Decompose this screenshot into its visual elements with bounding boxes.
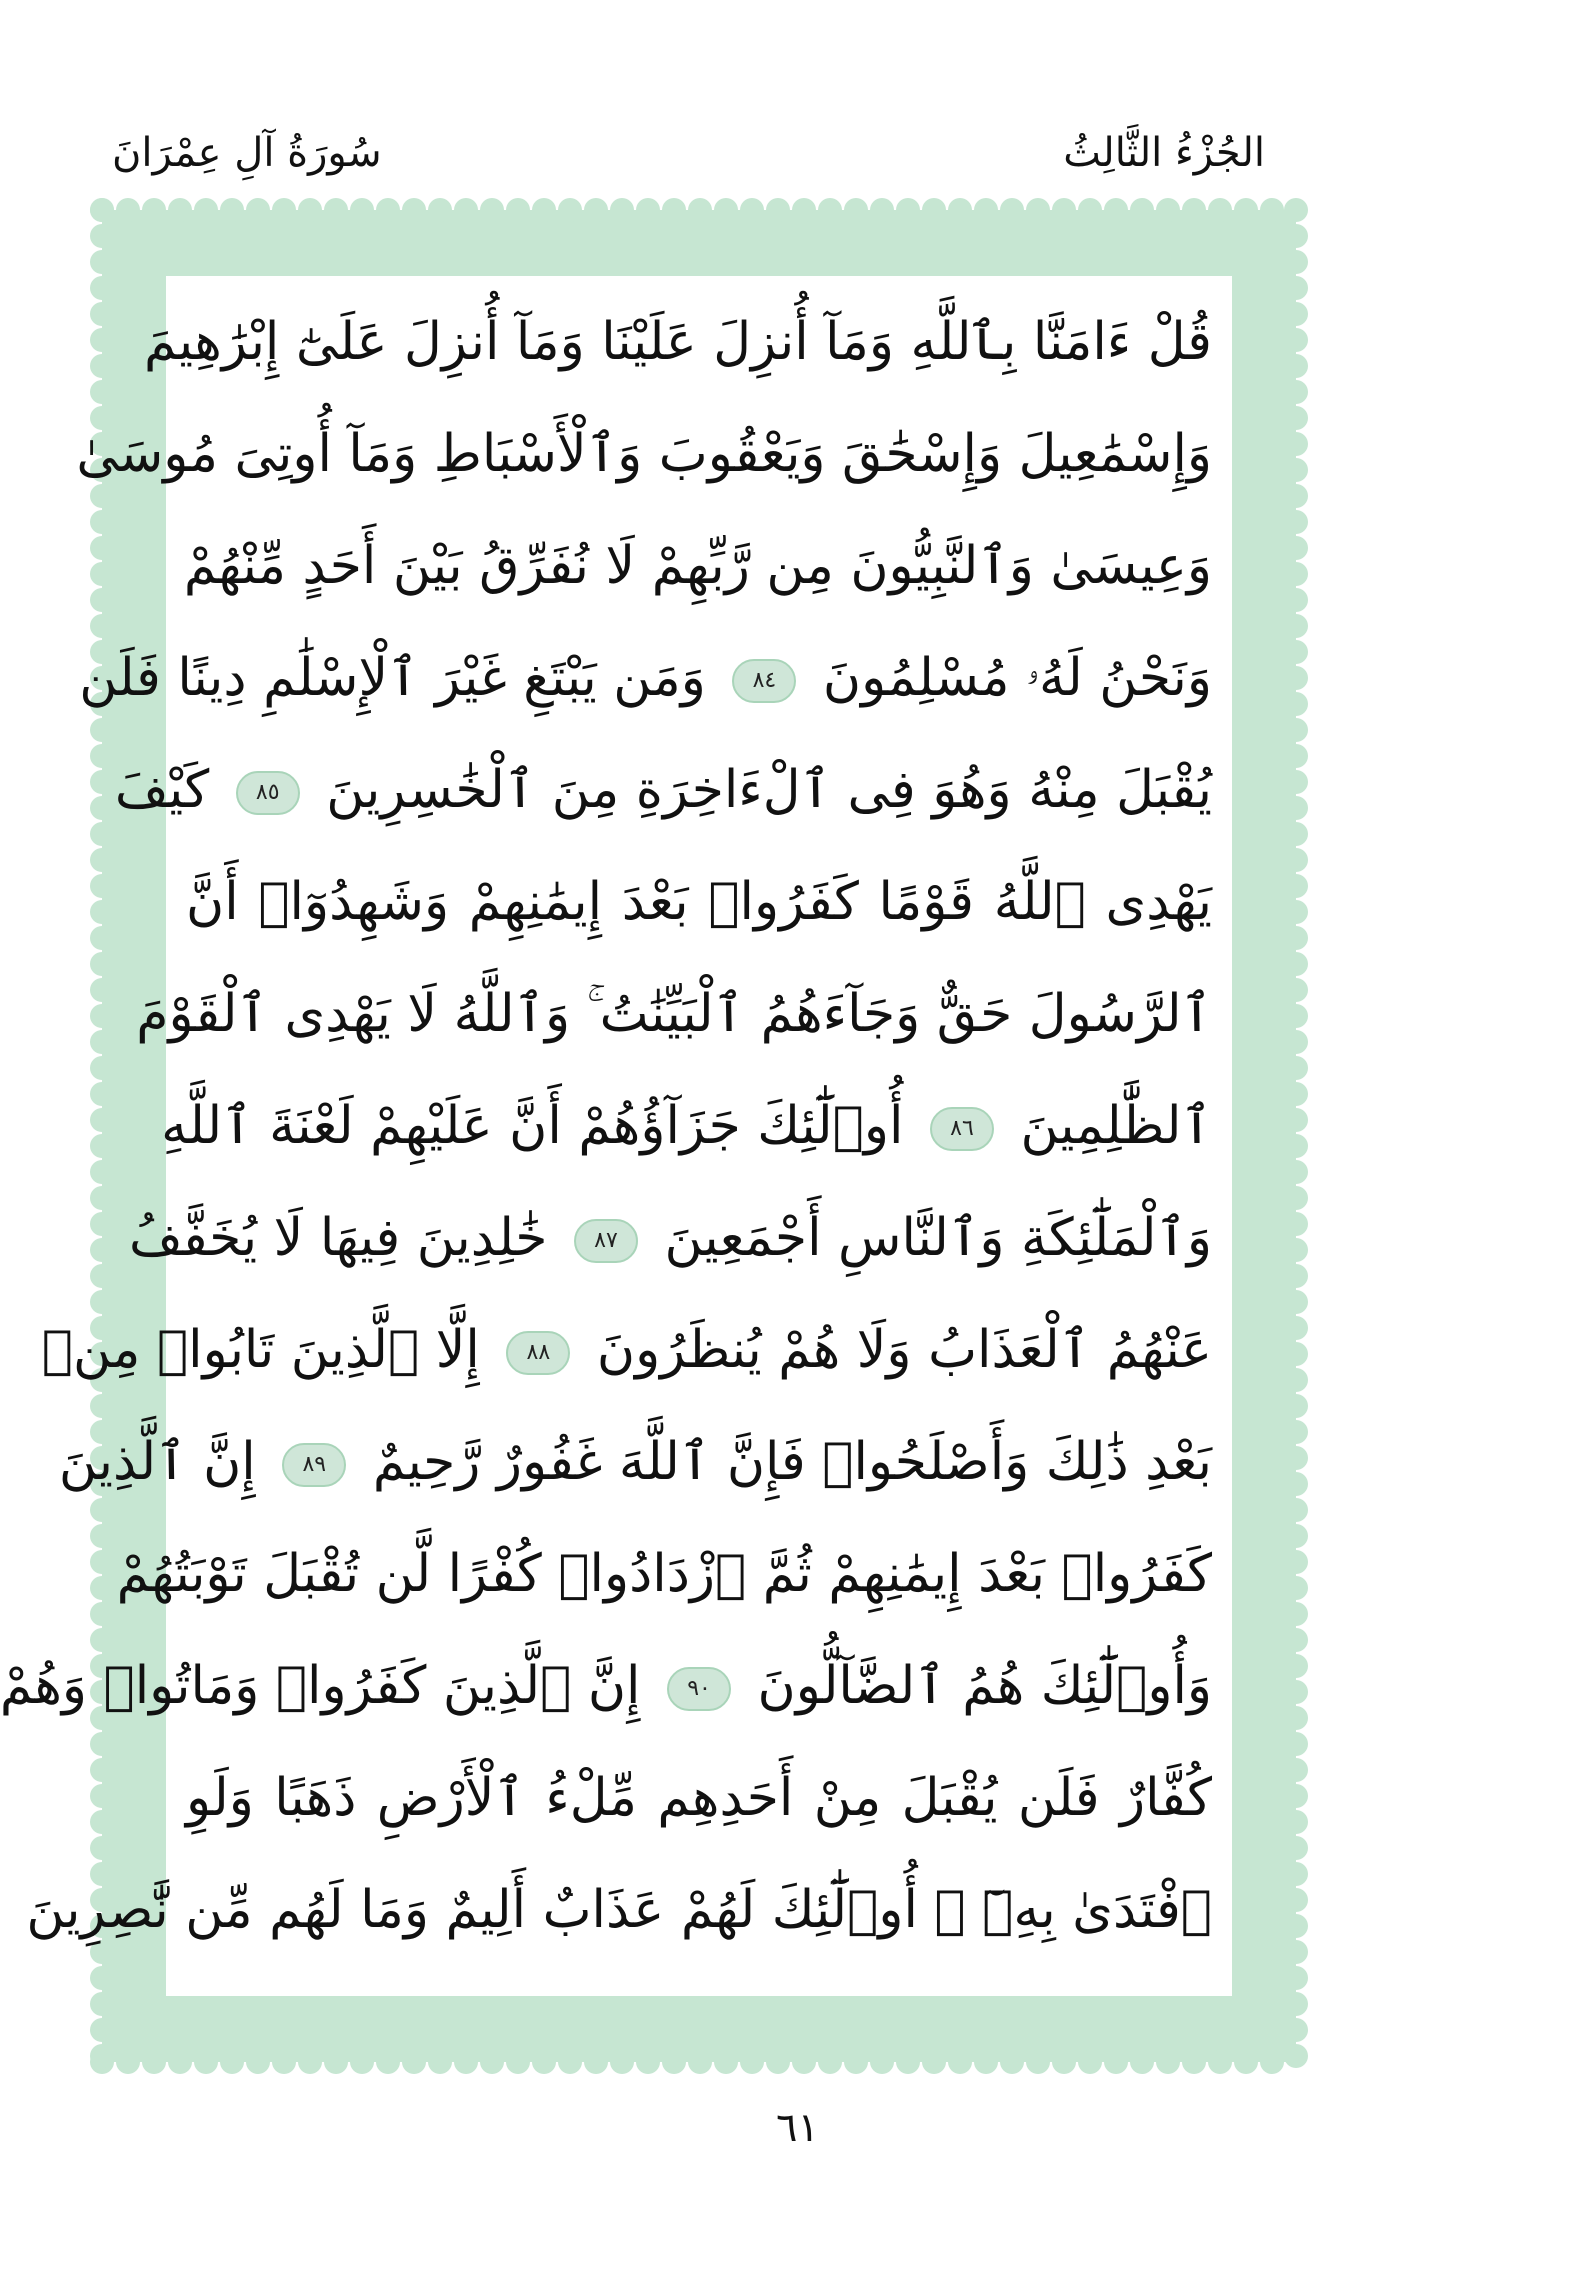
frame-scallop — [1284, 536, 1308, 560]
frame-scallop — [1284, 822, 1308, 846]
frame-scallop — [1284, 1420, 1308, 1444]
frame-scallop — [1284, 1446, 1308, 1470]
frame-scallop — [1284, 1160, 1308, 1184]
frame-scallop — [974, 198, 998, 222]
frame-scallop — [1284, 1498, 1308, 1522]
frame-scallop — [818, 2050, 842, 2074]
frame-scallop — [1284, 1524, 1308, 1548]
frame-scallop — [1284, 848, 1308, 872]
frame-scallop — [90, 952, 114, 976]
frame-scallop — [246, 198, 270, 222]
frame-scallop — [1284, 406, 1308, 430]
frame-scallop — [90, 822, 114, 846]
frame-scallop — [90, 1056, 114, 1080]
frame-scallop — [1284, 1654, 1308, 1678]
frame-scallop — [90, 354, 114, 378]
frame-scallop — [844, 198, 868, 222]
verse-text: بَعْدِ ذَٰلِكَ وَأَصْلَحُوا۟ فَإِنَّ ٱللَّهَ غَفُورٌ رَّحِيمٌ — [372, 1432, 1212, 1492]
frame-scallop — [844, 2050, 868, 2074]
frame-scallop — [506, 198, 530, 222]
frame-scallop — [90, 198, 114, 222]
frame-scallop — [584, 2050, 608, 2074]
frame-scallop — [90, 510, 114, 534]
frame-scallop — [610, 2050, 634, 2074]
frame-scallop — [740, 198, 764, 222]
frame-scallop — [402, 198, 426, 222]
verse-text: يُقْبَلَ مِنْهُ وَهُوَ فِى ٱلْءَاخِرَةِ مِنَ ٱلْخَٰسِرِينَ — [326, 760, 1212, 820]
verse-text: إِنَّ ٱلَّذِينَ — [58, 1432, 256, 1492]
frame-scallop — [558, 2050, 582, 2074]
frame-scallop — [1284, 1108, 1308, 1132]
frame-scallop — [1284, 1056, 1308, 1080]
frame-scallop — [272, 198, 296, 222]
frame-scallop — [324, 198, 348, 222]
verse-line — [26, 1862, 1212, 1958]
frame-scallop — [246, 2050, 270, 2074]
ayah-number-marker: ٨٩ — [282, 1443, 346, 1487]
frame-scallop — [1284, 1836, 1308, 1860]
frame-scallop — [90, 1082, 114, 1106]
frame-scallop — [90, 978, 114, 1002]
frame-scallop — [1284, 1992, 1308, 2016]
verse-line — [144, 294, 1212, 390]
frame-scallop — [480, 198, 504, 222]
frame-scallop — [350, 2050, 374, 2074]
frame-scallop — [1284, 1966, 1308, 1990]
frame-scallop — [1284, 2018, 1308, 2042]
frame-scallop — [1284, 1238, 1308, 1262]
frame-scallop — [90, 328, 114, 352]
frame-scallop — [168, 2050, 192, 2074]
frame-scallop — [1284, 952, 1308, 976]
frame-scallop — [116, 2050, 140, 2074]
verse-text: وَٱلْمَلَٰٓئِكَةِ وَٱلنَّاسِ أَجْمَعِينَ — [664, 1208, 1212, 1268]
verse-line — [186, 1750, 1212, 1846]
frame-scallop — [1284, 1472, 1308, 1496]
verse-text: يَهْدِى ٱللَّهُ قَوْمًا كَفَرُوا۟ بَعْدَ إِيمَٰنِهِمْ وَشَهِدُوٓا۟ أَنَّ — [186, 872, 1212, 932]
frame-scallop — [90, 1264, 114, 1288]
frame-scallop — [688, 2050, 712, 2074]
frame-scallop — [740, 2050, 764, 2074]
verse-line — [114, 742, 1212, 838]
frame-scallop — [558, 198, 582, 222]
frame-scallop — [90, 1836, 114, 1860]
frame-scallop — [324, 2050, 348, 2074]
frame-scallop — [1052, 198, 1076, 222]
frame-scallop — [636, 198, 660, 222]
verse-text: قُلْ ءَامَنَّا بِٱللَّهِ وَمَآ أُنزِلَ عَلَيْنَا وَمَآ أُنزِلَ عَلَىٰٓ إِبْرَٰهِيمَ — [144, 312, 1212, 372]
frame-scallop — [220, 198, 244, 222]
page-number: ٦١ — [776, 2105, 819, 2151]
frame-scallop — [1284, 1940, 1308, 1964]
verse-text: ٱفْتَدَىٰ بِهِۦٓ ۗ أُو۟لَٰٓئِكَ لَهُمْ عَذَابٌ أَلِيمٌ وَمَا لَهُم مِّن نَّٰصِرِينَ — [26, 1880, 1212, 1940]
juz-title: الجُزْءُ الثَّالِثُ — [1063, 130, 1265, 176]
frame-scallop — [1026, 2050, 1050, 2074]
frame-scallop — [532, 198, 556, 222]
frame-scallop — [90, 1810, 114, 1834]
frame-scallop — [1284, 1212, 1308, 1236]
frame-scallop — [922, 198, 946, 222]
verse-line — [41, 1302, 1212, 1398]
frame-scallop — [1284, 1316, 1308, 1340]
frame-scallop — [1284, 1004, 1308, 1028]
verse-text: وَأُو۟لَٰٓئِكَ هُمُ ٱلضَّآلُّونَ — [757, 1656, 1212, 1716]
frame-scallop — [90, 1966, 114, 1990]
frame-scallop — [1284, 302, 1308, 326]
frame-scallop — [1208, 198, 1232, 222]
frame-scallop — [90, 874, 114, 898]
frame-scallop — [1234, 2050, 1258, 2074]
frame-scallop — [1284, 1706, 1308, 1730]
frame-scallop — [90, 900, 114, 924]
frame-scallop — [90, 2018, 114, 2042]
verse-line — [116, 1526, 1212, 1622]
frame-scallop — [974, 2050, 998, 2074]
frame-scallop — [90, 1524, 114, 1548]
frame-scallop — [1284, 666, 1308, 690]
frame-scallop — [1284, 1810, 1308, 1834]
frame-scallop — [1284, 978, 1308, 1002]
frame-scallop — [1000, 198, 1024, 222]
frame-scallop — [1208, 2050, 1232, 2074]
frame-scallop — [1284, 354, 1308, 378]
frame-scallop — [1284, 1914, 1308, 1938]
frame-scallop — [1284, 1394, 1308, 1418]
frame-scallop — [90, 1550, 114, 1574]
frame-scallop — [90, 536, 114, 560]
frame-scallop — [90, 1212, 114, 1236]
frame-scallop — [1284, 1082, 1308, 1106]
frame-scallop — [1284, 796, 1308, 820]
frame-scallop — [1284, 900, 1308, 924]
frame-scallop — [194, 198, 218, 222]
frame-scallop — [766, 2050, 790, 2074]
frame-scallop — [948, 198, 972, 222]
frame-scallop — [1026, 198, 1050, 222]
frame-scallop — [90, 744, 114, 768]
frame-scallop — [480, 2050, 504, 2074]
frame-scallop — [688, 198, 712, 222]
frame-scallop — [1078, 2050, 1102, 2074]
frame-scallop — [428, 2050, 452, 2074]
frame-scallop — [1284, 1030, 1308, 1054]
frame-scallop — [636, 2050, 660, 2074]
frame-scallop — [766, 198, 790, 222]
verse-text: وَإِسْمَٰعِيلَ وَإِسْحَٰقَ وَيَعْقُوبَ وَٱلْأَسْبَاطِ وَمَآ أُوتِىَ مُوسَىٰ — [76, 424, 1212, 484]
frame-scallop — [1284, 1784, 1308, 1808]
frame-scallop — [1284, 562, 1308, 586]
frame-scallop — [90, 1732, 114, 1756]
frame-scallop — [1284, 692, 1308, 716]
frame-scallop — [1284, 198, 1308, 222]
verse-line — [76, 406, 1212, 502]
frame-scallop — [90, 302, 114, 326]
frame-scallop — [1284, 1862, 1308, 1886]
frame-scallop — [610, 198, 634, 222]
surah-title: سُورَةُ آلِ عِمْرَانَ — [112, 130, 382, 176]
frame-scallop — [90, 1004, 114, 1028]
ayah-number-marker: ٨٤ — [732, 659, 796, 703]
frame-scallop — [714, 2050, 738, 2074]
frame-scallop — [818, 198, 842, 222]
frame-scallop — [1284, 588, 1308, 612]
verse-line — [58, 1414, 1212, 1510]
frame-scallop — [1000, 2050, 1024, 2074]
frame-scallop — [1156, 2050, 1180, 2074]
frame-scallop — [1284, 1264, 1308, 1288]
frame-scallop — [90, 562, 114, 586]
frame-scallop — [376, 198, 400, 222]
frame-scallop — [298, 198, 322, 222]
frame-scallop — [220, 2050, 244, 2074]
frame-scallop — [376, 2050, 400, 2074]
frame-scallop — [1284, 1680, 1308, 1704]
frame-scallop — [1284, 1576, 1308, 1600]
ayah-number-marker: ٨٧ — [574, 1219, 638, 1263]
frame-scallop — [1234, 198, 1258, 222]
frame-scallop — [1284, 1732, 1308, 1756]
frame-scallop — [1284, 744, 1308, 768]
frame-scallop — [168, 198, 192, 222]
frame-scallop — [1284, 380, 1308, 404]
frame-scallop — [870, 198, 894, 222]
frame-scallop — [402, 2050, 426, 2074]
frame-scallop — [90, 1134, 114, 1158]
frame-scallop — [1284, 1888, 1308, 1912]
verse-text: إِلَّا ٱلَّذِينَ تَابُوا۟ مِنۢ — [41, 1320, 480, 1380]
frame-scallop — [90, 1576, 114, 1600]
frame-scallop — [1284, 1758, 1308, 1782]
frame-scallop — [896, 198, 920, 222]
frame-scallop — [948, 2050, 972, 2074]
frame-scallop — [1284, 1628, 1308, 1652]
frame-scallop — [1284, 432, 1308, 456]
frame-scallop — [454, 2050, 478, 2074]
frame-scallop — [90, 276, 114, 300]
verse-text: ٱلظَّٰلِمِينَ — [1020, 1096, 1212, 1156]
frame-scallop — [584, 198, 608, 222]
frame-scallop — [90, 1784, 114, 1808]
frame-scallop — [532, 2050, 556, 2074]
verse-text: كَيْفَ — [114, 760, 210, 820]
frame-scallop — [90, 796, 114, 820]
frame-scallop — [922, 2050, 946, 2074]
frame-scallop — [1284, 770, 1308, 794]
frame-scallop — [1284, 1602, 1308, 1626]
verse-text: كَفَرُوا۟ بَعْدَ إِيمَٰنِهِمْ ثُمَّ ٱزْدَادُوا۟ كُفْرًا لَّن تُقْبَلَ تَوْبَتُهُمْ — [116, 1544, 1212, 1604]
frame-scallop — [1284, 718, 1308, 742]
frame-scallop — [90, 1758, 114, 1782]
verse-text: وَمَن يَبْتَغِ غَيْرَ ٱلْإِسْلَٰمِ دِينًا فَلَن — [79, 648, 706, 708]
frame-scallop — [1260, 198, 1284, 222]
ayah-number-marker: ٨٨ — [506, 1331, 570, 1375]
frame-scallop — [428, 198, 452, 222]
verse-line — [161, 1078, 1212, 1174]
frame-scallop — [90, 1160, 114, 1184]
frame-scallop — [90, 1992, 114, 2016]
frame-scallop — [90, 1108, 114, 1132]
frame-scallop — [792, 2050, 816, 2074]
frame-scallop — [1130, 198, 1154, 222]
verse-text: خَٰلِدِينَ فِيهَا لَا يُخَفَّفُ — [128, 1208, 548, 1268]
frame-scallop — [1156, 198, 1180, 222]
frame-scallop — [1284, 1550, 1308, 1574]
frame-scallop — [1284, 1134, 1308, 1158]
verse-line — [186, 854, 1212, 950]
frame-scallop — [1052, 2050, 1076, 2074]
verse-text: عَنْهُمُ ٱلْعَذَابُ وَلَا هُمْ يُنظَرُونَ — [596, 1320, 1212, 1380]
frame-scallop — [142, 2050, 166, 2074]
verse-text: ٱلرَّسُولَ حَقٌّ وَجَآءَهُمُ ٱلْبَيِّنَٰتُ ۚ وَٱللَّهُ لَا يَهْدِى ٱلْقَوْمَ — [136, 984, 1212, 1044]
frame-scallop — [662, 2050, 686, 2074]
frame-scallop — [714, 198, 738, 222]
verse-line — [136, 966, 1212, 1062]
frame-scallop — [1284, 250, 1308, 274]
frame-scallop — [1284, 510, 1308, 534]
frame-scallop — [298, 2050, 322, 2074]
frame-scallop — [662, 198, 686, 222]
frame-scallop — [506, 2050, 530, 2074]
frame-scallop — [1284, 224, 1308, 248]
frame-scallop — [1284, 2044, 1308, 2068]
frame-scallop — [1284, 328, 1308, 352]
verse-line — [183, 518, 1212, 614]
frame-scallop — [1284, 640, 1308, 664]
frame-scallop — [1284, 276, 1308, 300]
verse-text: وَعِيسَىٰ وَٱلنَّبِيُّونَ مِن رَّبِّهِمْ لَا نُفَرِّقُ بَيْنَ أَحَدٍ مِّنْهُمْ — [183, 536, 1212, 596]
frame-scallop — [1182, 198, 1206, 222]
frame-scallop — [1284, 874, 1308, 898]
quran-text-panel — [0, 276, 1232, 1996]
frame-scallop — [90, 848, 114, 872]
frame-scallop — [1284, 1342, 1308, 1366]
frame-scallop — [90, 2044, 114, 2068]
frame-scallop — [792, 198, 816, 222]
frame-scallop — [1284, 1186, 1308, 1210]
frame-scallop — [896, 2050, 920, 2074]
frame-scallop — [142, 198, 166, 222]
frame-scallop — [90, 380, 114, 404]
frame-scallop — [90, 770, 114, 794]
frame-scallop — [90, 588, 114, 612]
frame-scallop — [1284, 1368, 1308, 1392]
frame-scallop — [1260, 2050, 1284, 2074]
ayah-number-marker: ٩٠ — [667, 1667, 731, 1711]
frame-scallop — [1284, 926, 1308, 950]
verse-text: وَنَحْنُ لَهُۥ مُسْلِمُونَ — [822, 648, 1212, 708]
verse-text: أُو۟لَٰٓئِكَ جَزَآؤُهُمْ أَنَّ عَلَيْهِمْ لَعْنَةَ ٱللَّهِ — [161, 1096, 904, 1156]
frame-scallop — [1182, 2050, 1206, 2074]
frame-scallop — [1284, 1290, 1308, 1314]
frame-scallop — [90, 926, 114, 950]
frame-scallop — [1104, 198, 1128, 222]
frame-scallop — [1284, 484, 1308, 508]
verse-line — [128, 1190, 1212, 1286]
ayah-number-marker: ٨٦ — [930, 1107, 994, 1151]
ayah-number-marker: ٨٥ — [236, 771, 300, 815]
frame-scallop — [272, 2050, 296, 2074]
frame-scallop — [90, 1602, 114, 1626]
frame-scallop — [90, 224, 114, 248]
frame-scallop — [1284, 458, 1308, 482]
frame-scallop — [90, 1030, 114, 1054]
frame-scallop — [870, 2050, 894, 2074]
frame-scallop — [194, 2050, 218, 2074]
frame-scallop — [1104, 2050, 1128, 2074]
frame-scallop — [1284, 614, 1308, 638]
frame-scallop — [90, 1186, 114, 1210]
verse-text: إِنَّ ٱلَّذِينَ كَفَرُوا۟ وَمَاتُوا۟ وَهُمْ — [0, 1656, 641, 1716]
frame-scallop — [350, 198, 374, 222]
frame-scallop — [90, 250, 114, 274]
frame-scallop — [1078, 198, 1102, 222]
frame-scallop — [454, 198, 478, 222]
verse-line — [79, 630, 1212, 726]
verse-text: كُفَّارٌ فَلَن يُقْبَلَ مِنْ أَحَدِهِم مِّلْءُ ٱلْأَرْضِ ذَهَبًا وَلَوِ — [186, 1768, 1212, 1828]
verse-line — [0, 1638, 1212, 1734]
frame-scallop — [90, 1238, 114, 1262]
frame-scallop — [116, 198, 140, 222]
frame-scallop — [1130, 2050, 1154, 2074]
